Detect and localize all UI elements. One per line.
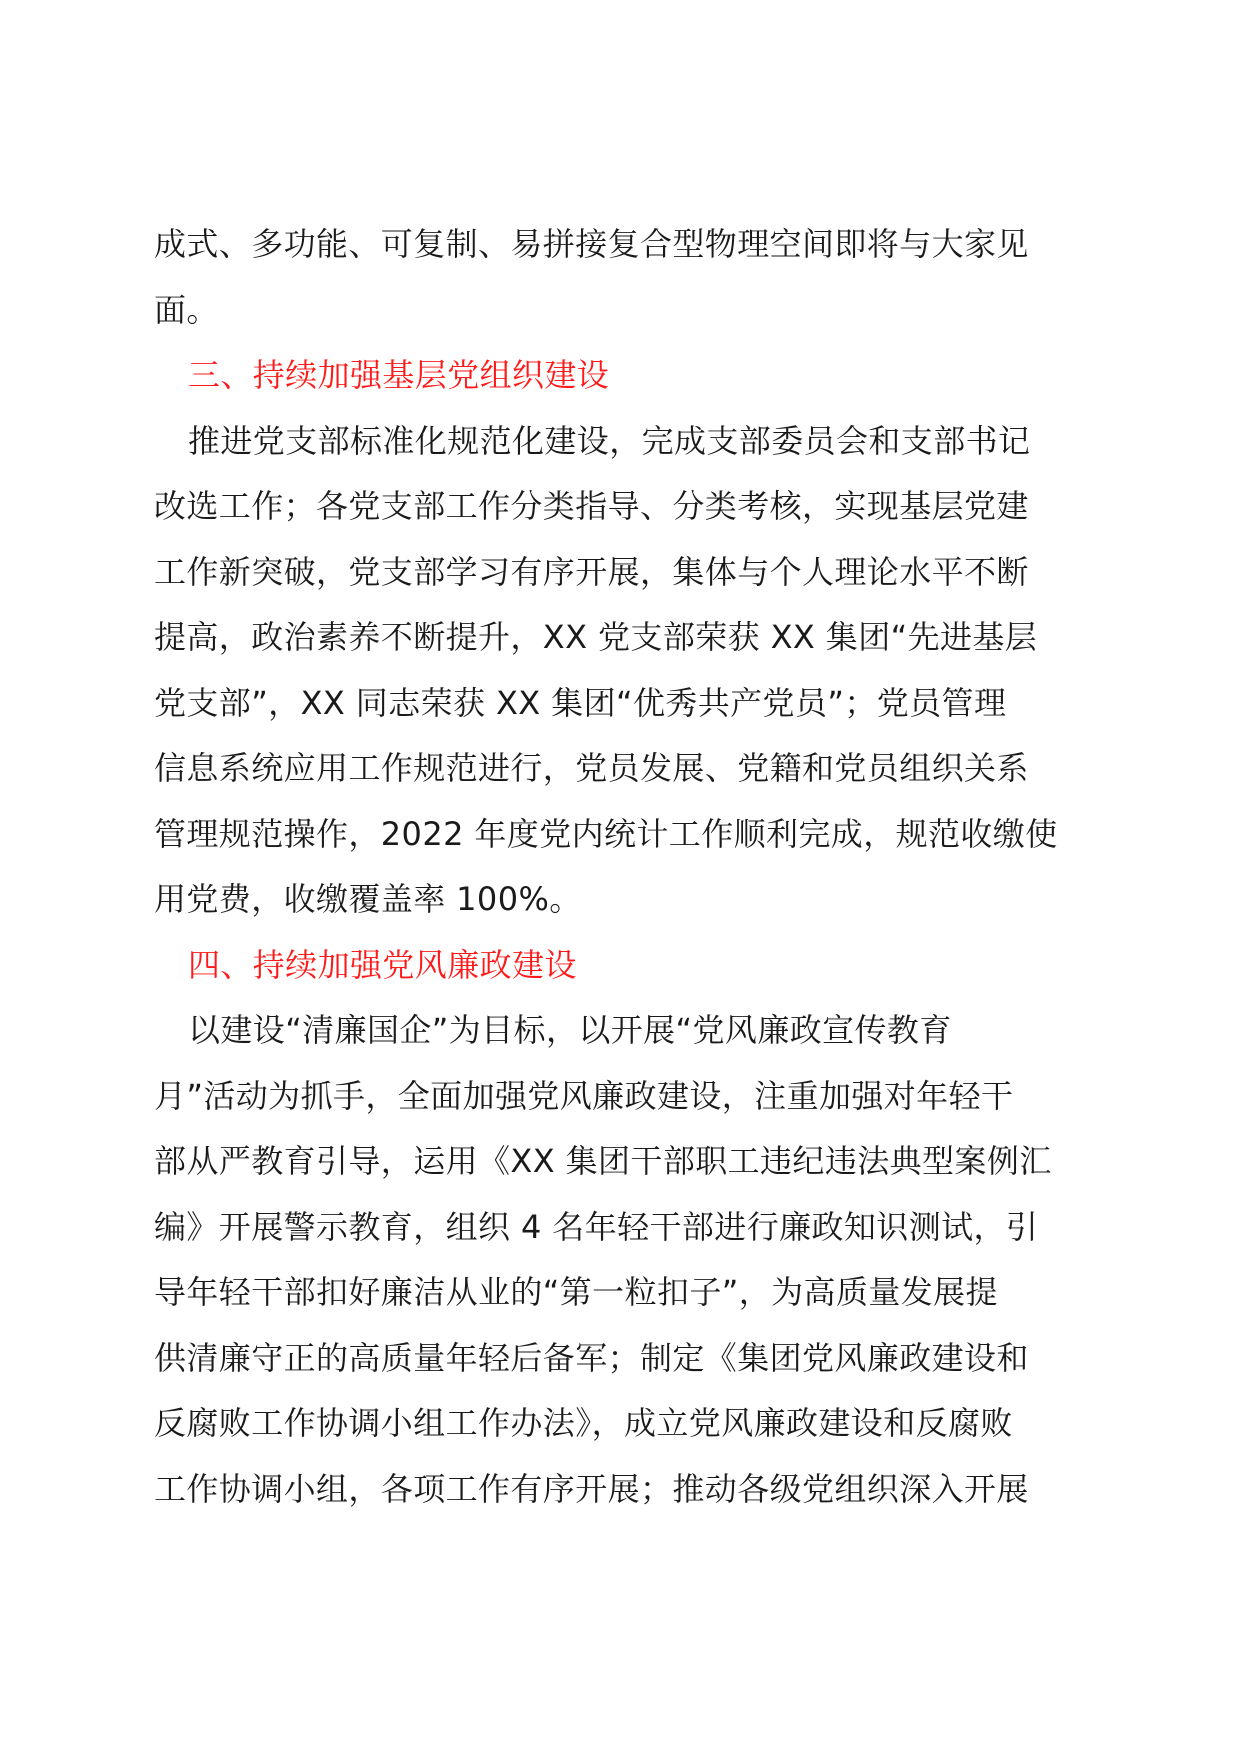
text-line: 推进党支部标准化规范化建设，完成支部委员会和支部书记 (188, 421, 1031, 460)
section-3-heading: 三、持续加强基层党组织建设 (188, 356, 610, 394)
document-body (154, 212, 1089, 1522)
text-line: 编》开展警示教育，组织 4 名年轻干部进行廉政知识测试，引 (154, 1207, 1039, 1246)
text-line: 用党费，收缴覆盖率 100%。 (154, 880, 582, 918)
section-4-paragraph (154, 998, 1089, 1522)
text-line: 反腐败工作协调小组工作办法》，成立党风廉政建设和反腐败 (154, 1404, 1013, 1442)
text-line: 工作协调小组，各项工作有序开展；推动各级党组织深入开展 (154, 1469, 1029, 1508)
text-line: 党支部”，XX 同志荣获 XX 集团“优秀共产党员”；党员管理 (154, 683, 1007, 722)
text-line: 供清廉守正的高质量年轻后备军；制定《集团党风廉政建设和 (154, 1338, 1029, 1377)
text-line: 改选工作；各党支部工作分类指导、分类考核，实现基层党建 (154, 487, 1029, 525)
text-line: 管理规范操作，2022 年度党内统计工作顺利完成，规范收缴使 (154, 814, 1058, 853)
text-line: 部从严教育引导，运用《XX 集团干部职工违纪违法典型案例汇 (154, 1142, 1052, 1180)
text-line: 成式、多功能、可复制、易拼接复合型物理空间即将与大家见 (154, 225, 1029, 263)
section-4-heading: 四、持续加强党风廉政建设 (188, 945, 577, 984)
text-line: 工作新突破，党支部学习有序开展，集体与个人理论水平不断 (154, 552, 1029, 591)
text-line: 提高，政治素养不断提升，XX 党支部荣获 XX 集团“先进基层 (154, 618, 1038, 656)
text-line: 面。 (154, 290, 219, 329)
text-line: 以建设“清廉国企”为目标，以开展“党风廉政宣传教育 (188, 1011, 952, 1049)
intro-continuation-paragraph (154, 212, 1089, 343)
text-line: 月”活动为抓手，全面加强党风廉政建设，注重加强对年轻干 (154, 1076, 1014, 1115)
text-line: 信息系统应用工作规范进行，党员发展、党籍和党员组织关系 (154, 749, 1029, 787)
text-line: 导年轻干部扣好廉洁从业的“第一粒扣子”，为高质量发展提 (154, 1273, 998, 1311)
section-3-paragraph (154, 409, 1089, 933)
